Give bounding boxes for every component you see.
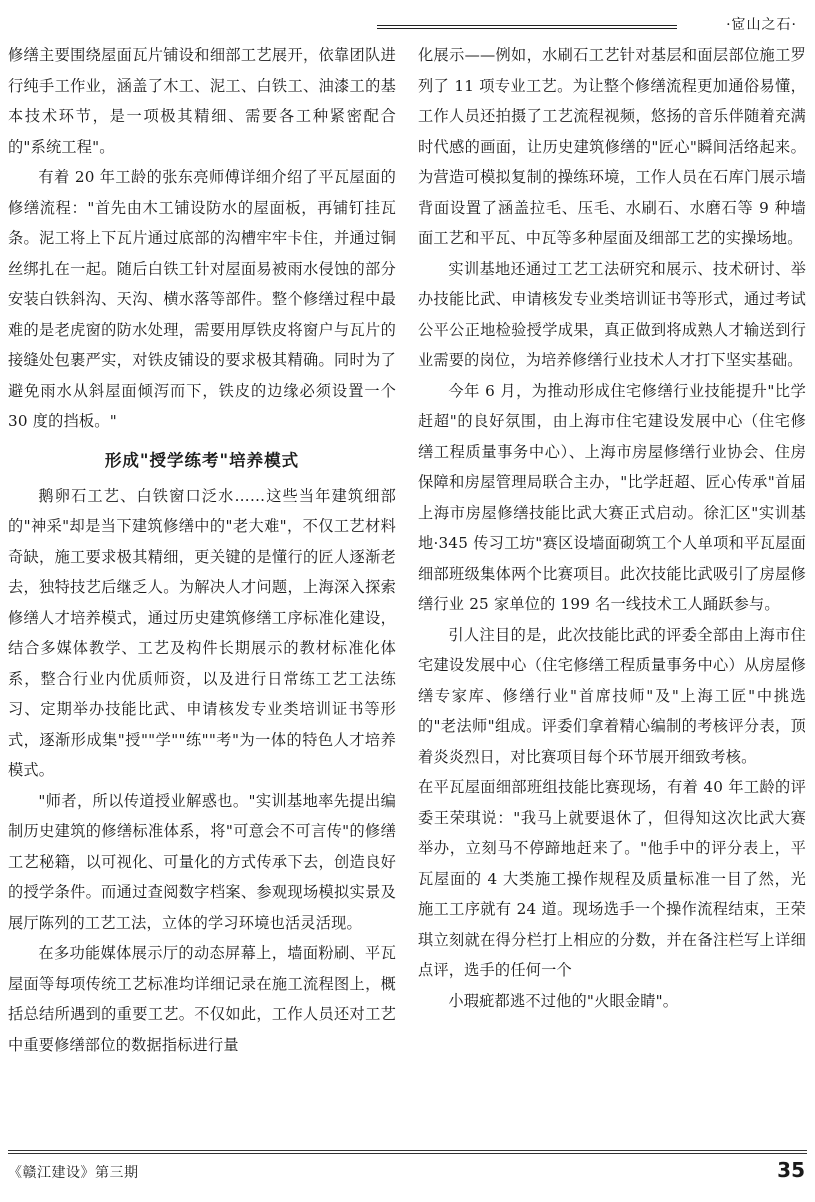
body-paragraph: 化展示——例如，水刷石工艺针对基层和面层部位施工罗列了 11 项专业工艺。为让整个修缮流程更加通俗易懂，工作人员还拍摄了工艺流程视频，悠扬的音乐伴随着充满时代感的画面，让历史建筑修缮的"匠心"瞬间活络起来。为营造可模拟复制的操练环境，工作人员在石库门展示墙背面设置了涵盖拉毛、压毛、水刷石、水磨石等 9 种墙面工艺和平瓦、中瓦等多种屋面及细部工艺的实操场地。 — [418, 46, 806, 247]
left-column — [8, 40, 396, 1130]
body-paragraph: 小瑕疵都逃不过他的"火眼金睛"。 — [448, 991, 679, 1010]
body-paragraph: 今年 6 月，为推动形成住宅修缮行业技能提升"比学赶超"的良好氛围，由上海市住宅建设发展中心（住宅修缮工程质量事务中心）、上海市房屋修缮行业协会、住房保障和房屋管理局联合主办，"比学赶超、匠心传承"首届上海市房屋修缮技能比武大赛正式启动。徐汇区"实训基地·345 传习工坊"赛区设墙面砌筑工个人单项和平瓦屋面细部班级集体两个比赛项目。此次技能比武吸引了房屋修缮行业 25 家单位的 199 名一线技术工人踊跃参与。 — [418, 381, 806, 613]
header-rule-top — [377, 25, 677, 26]
header-rule-bottom — [377, 28, 677, 29]
body-paragraph: 引人注目的是，此次技能比武的评委全部由上海市住宅建设发展中心（住宅修缮工程质量事务中心）从房屋修缮专家库、修缮行业"首席技师"及"上海工匠"中挑选的"老法师"组成。评委们拿着精心编制的考核评分表，顶着炎炎烈日，对比赛项目每个环节展开细致考核。 — [418, 625, 806, 766]
page-number: 35 — [777, 1158, 805, 1182]
body-paragraph: 修缮主要围绕屋面瓦片铺设和细部工艺展开，依靠团队进行纯手工作业，涵盖了木工、泥工、白铁工、油漆工的基本技术环节，是一项极其精细、需要各工种紧密配合的"系统工程"。 — [8, 46, 396, 156]
body-paragraph: 在平瓦屋面细部班组技能比赛现场，有着 40 年工龄的评委王荣琪说："我马上就要退休了，但得知这次比武大赛举办，立刻马不停蹄地赶来了。"他手中的评分表上，平瓦屋面的 4 大类施工操作规程及质量标准一目了然，光施工工序就有 24 道。现场选手一个操作流程结束，王荣琪立刻就在得分栏打上相应的分数，并在备注栏写上详细点评，选手的任何一个 — [418, 778, 806, 979]
running-head-title: ·宧山之石· — [718, 14, 797, 34]
footer-rule-bottom — [8, 1153, 807, 1154]
section-subheading: 形成"授学练考"培养模式 — [104, 450, 300, 470]
body-paragraph: "师者，所以传道授业解惑也。"实训基地率先提出编制历史建筑的修缮标准体系，将"可意会不可言传"的修缮工艺秘籍，以可视化、可量化的方式传承下去，创造良好的授学条件。而通过查阅数字档案、参观现场模拟实景及展厅陈列的工艺工法，立体的学习环境也活灵活现。 — [8, 791, 396, 932]
body-paragraph: 有着 20 年工龄的张东亮师傅详细介绍了平瓦屋面的修缮流程："首先由木工铺设防水的屋面板，再铺钉挂瓦条。泥工将上下瓦片通过底部的沟槽牢牢卡住，并通过铜丝绑扎在一起。随后白铁工针对屋面易被雨水侵蚀的部分安装白铁斜沟、天沟、横水落等部件。整个修缮过程中最难的是老虎窗的防水处理，需要用厚铁皮将窗户与瓦片的接缝处包裹严实，对铁皮铺设的要求极其精确。同时为了避免雨水从斜屋面倾泻而下，铁皮的边缘必须设置一个 30 度的挡板。" — [8, 168, 396, 430]
running-head — [377, 14, 797, 34]
right-column — [418, 40, 806, 1130]
page-footer — [0, 1150, 815, 1196]
article-columns — [8, 40, 807, 1130]
footer-rule-top — [8, 1150, 807, 1151]
publication-name: 《赣江建设》第三期 — [8, 1165, 139, 1181]
body-paragraph: 实训基地还通过工艺工法研究和展示、技术研讨、举办技能比武、申请核发专业类培训证书等形式，通过考试公平公正地检验授学成果，真正做到将成熟人才输送到行业需要的岗位，为培养修缮行业技术人才打下坚实基础。 — [418, 259, 806, 369]
body-paragraph: 鹅卵石工艺、白铁窗口泛水……这些当年建筑细部的"神采"却是当下建筑修缮中的"老大难"，不仅工艺材料奇缺，施工要求极其精细，更关键的是懂行的匠人逐渐老去，独特技艺后继乏人。为解决人才问题，上海深入探索修缮人才培养模式，通过历史建筑修缮工序标准化建设，结合多媒体教学、工艺及构件长期展示的教材标准化体系，整合行业内优质师资，以及进行日常练工艺工法练习、定期举办技能比武、申请核发专业类培训证书等形式，逐渐形成集"授""学""练""考"为一体的特色人才培养模式。 — [8, 486, 396, 779]
body-paragraph: 在多功能媒体展示厅的动态屏幕上，墙面粉刷、平瓦屋面等每项传统工艺标准均详细记录在施工流程图上，概括总结所遇到的重要工艺。不仅如此，工作人员还对工艺中重要修缮部位的数据指标进行量 — [8, 944, 396, 1054]
